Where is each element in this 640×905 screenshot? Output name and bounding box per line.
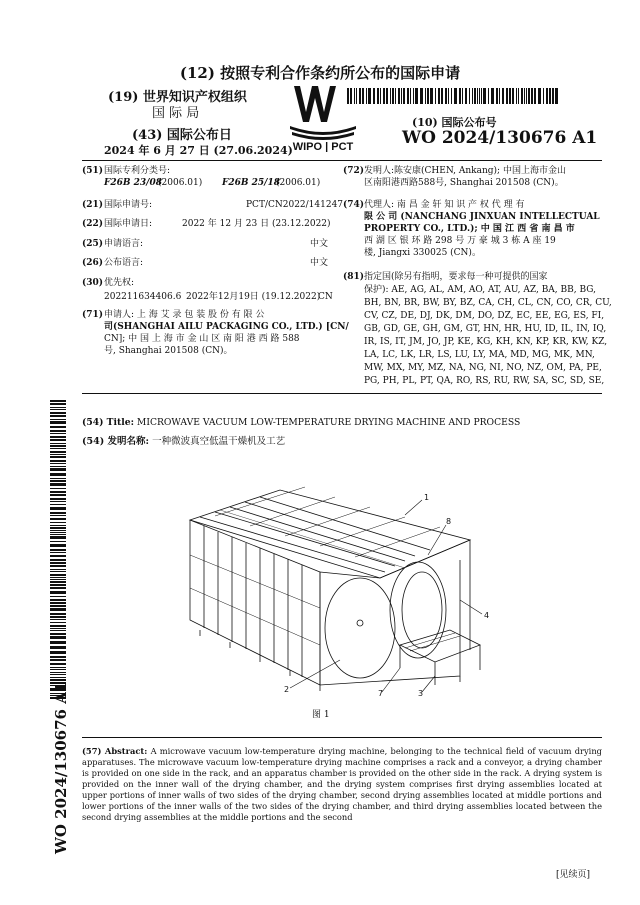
barcode-bar bbox=[481, 88, 482, 104]
barcode-bar bbox=[407, 88, 409, 104]
barcode-bar bbox=[50, 641, 66, 644]
barcode-bar bbox=[435, 88, 436, 104]
title-chinese: (54) 发明名称: 一种微波真空低温干燥机及工艺 bbox=[82, 436, 286, 447]
barcode-bar bbox=[50, 602, 66, 604]
abstract: (57) Abstract: A microwave vacuum low-temperature drying machine, belonging to the technical field of vacuum drying apparatuses. The microwave vacuum low-temperature drying machine comprises a rack and a conveyor, a drying chamber is provided on one side in the rack, and an apparatus chamber is provided on the other side in the rack. A drying system is provided on the inner wall of the drying chamber, and the drying system comprises first drying assemblies located at upper portions of inner walls of two sides of the drying chamber, second drying assemblies located at middle portions and lower portions of the inner walls of the two sides of the drying chamber, and third drying assemblies located between the second drying assemblies at the middle portions and the second bbox=[82, 746, 602, 822]
barcode-bar bbox=[50, 674, 66, 675]
barcode-bar bbox=[50, 532, 66, 533]
barcode-bar bbox=[50, 646, 66, 649]
barcode-bar bbox=[395, 88, 396, 104]
barcode-bar bbox=[50, 541, 66, 542]
barcode-bar bbox=[50, 530, 66, 531]
barcode-bar bbox=[50, 544, 66, 547]
barcode-bar bbox=[502, 88, 504, 104]
barcode-bar bbox=[359, 88, 361, 104]
barcode-bar bbox=[518, 88, 519, 104]
barcode-bar bbox=[368, 88, 371, 104]
barcode-bar bbox=[50, 574, 66, 576]
barcode-bar bbox=[50, 536, 66, 539]
barcode-bar bbox=[531, 88, 533, 104]
barcode-bar bbox=[50, 439, 66, 441]
pubdate-label: (43) 国际公布日 bbox=[132, 128, 232, 143]
barcode-bar bbox=[392, 88, 394, 104]
pubnum-label: (10) 国际公布号 bbox=[412, 116, 497, 129]
barcode-bar bbox=[415, 88, 418, 104]
barcode-bar bbox=[546, 88, 548, 104]
barcode-bar bbox=[50, 400, 66, 402]
barcode-bar bbox=[50, 562, 66, 564]
figure-drying-machine bbox=[160, 480, 500, 714]
fig-label-8: 8 bbox=[446, 517, 452, 526]
barcode-bar bbox=[488, 88, 489, 104]
barcode-bar bbox=[50, 608, 66, 611]
barcode-bar bbox=[50, 579, 66, 580]
barcode-bar bbox=[459, 88, 461, 104]
barcode-bar bbox=[50, 630, 66, 631]
title-english: (54) Title: MICROWAVE VACUUM LOW-TEMPERATURE DRYING MACHINE AND PROCESS bbox=[82, 417, 521, 428]
barcode-bar bbox=[438, 88, 440, 104]
barcode-bar bbox=[454, 88, 457, 104]
barcode-bar bbox=[350, 88, 352, 104]
barcode-bar bbox=[50, 415, 66, 417]
fig-label-2: 2 bbox=[284, 685, 290, 694]
barcode-bar bbox=[543, 88, 544, 104]
org-bureau: 国 际 局 bbox=[152, 106, 200, 121]
barcode-bar bbox=[491, 88, 494, 104]
barcode-bar bbox=[50, 494, 66, 496]
barcode-bar bbox=[50, 596, 66, 597]
fig-label-1: 1 bbox=[424, 493, 430, 502]
barcode-bar bbox=[50, 527, 66, 529]
barcode-bar bbox=[50, 651, 66, 654]
barcode-bar bbox=[50, 613, 66, 615]
barcode-bar bbox=[474, 88, 476, 104]
barcode-bar bbox=[521, 88, 523, 104]
barcode-bar bbox=[50, 430, 66, 432]
barcode-bar bbox=[50, 498, 66, 500]
barcode-bar bbox=[362, 88, 364, 104]
barcode-bar bbox=[50, 672, 66, 673]
barcode-bar bbox=[354, 88, 355, 104]
barcode-bar bbox=[50, 456, 66, 458]
barcode-bar bbox=[50, 628, 66, 629]
barcode-bar bbox=[50, 468, 66, 471]
barcode-bar bbox=[401, 88, 402, 104]
barcode-bar bbox=[383, 88, 385, 104]
barcode-bar bbox=[50, 460, 66, 462]
barcode-bar bbox=[50, 409, 66, 410]
fig-label-4: 4 bbox=[484, 611, 490, 620]
barcode-top bbox=[347, 88, 559, 104]
barcode-bar bbox=[50, 591, 66, 594]
barcode-bar bbox=[390, 88, 391, 104]
barcode-bar bbox=[50, 571, 66, 572]
barcode-bar bbox=[50, 419, 66, 420]
barcode-bar bbox=[509, 88, 511, 104]
pubdate-value: 2024 年 6 月 27 日 (27.06.2024) bbox=[104, 144, 293, 157]
barcode-bar bbox=[50, 587, 66, 589]
barcode-bar bbox=[373, 88, 375, 104]
barcode-bar bbox=[50, 552, 66, 553]
barcode-bar bbox=[50, 504, 66, 505]
barcode-bar bbox=[50, 534, 66, 535]
barcode-bar bbox=[347, 88, 349, 104]
side-pubnum: WO 2024/130676 A1 bbox=[52, 681, 70, 854]
barcode-bar bbox=[50, 669, 66, 670]
fig-label-3: 3 bbox=[418, 689, 424, 698]
barcode-bar bbox=[465, 88, 467, 104]
barcode-bar bbox=[50, 407, 66, 408]
barcode-bar bbox=[462, 88, 463, 104]
fig-label-7: 7 bbox=[378, 689, 384, 698]
barcode-bar bbox=[425, 88, 426, 104]
barcode-bar bbox=[50, 421, 66, 424]
barcode-bar bbox=[50, 448, 66, 449]
barcode-bar bbox=[50, 478, 66, 479]
barcode-bar bbox=[50, 549, 66, 551]
barcode-bar bbox=[50, 577, 66, 578]
barcode-bar bbox=[50, 622, 66, 623]
barcode-bar bbox=[50, 656, 66, 658]
barcode-bar bbox=[50, 426, 66, 428]
barcode-bar bbox=[50, 581, 66, 583]
barcode-bar bbox=[555, 88, 558, 104]
barcode-bar bbox=[549, 88, 551, 104]
barcode-bar bbox=[50, 466, 66, 467]
barcode-bar bbox=[479, 88, 480, 104]
org-name: (19) 世界知识产权组织 bbox=[108, 90, 247, 105]
barcode-bar bbox=[50, 677, 66, 678]
barcode-bar bbox=[50, 636, 66, 639]
barcode-bar bbox=[552, 88, 554, 104]
barcode-bar bbox=[477, 88, 478, 104]
barcode-bar bbox=[380, 88, 381, 104]
barcode-bar bbox=[506, 88, 508, 104]
barcode-bar bbox=[413, 88, 414, 104]
barcode-bar bbox=[50, 522, 66, 523]
barcode-bar bbox=[50, 403, 66, 405]
barcode-bar bbox=[50, 616, 66, 618]
barcode-bar bbox=[50, 463, 66, 464]
biblio-rule bbox=[82, 393, 602, 394]
svg-text:WIPO | PCT: WIPO | PCT bbox=[292, 141, 354, 152]
header-rule bbox=[82, 160, 602, 161]
barcode-bar bbox=[50, 619, 66, 620]
barcode-bar bbox=[427, 88, 429, 104]
barcode-bar bbox=[377, 88, 379, 104]
barcode-bar bbox=[403, 88, 405, 104]
barcode-bar bbox=[472, 88, 473, 104]
barcode-bar bbox=[50, 445, 66, 447]
barcode-bar bbox=[538, 88, 541, 104]
pubnum-value: WO 2024/130676 A1 bbox=[402, 128, 598, 148]
barcode-bar bbox=[386, 88, 388, 104]
abstract-rule bbox=[82, 737, 602, 738]
barcode-bar bbox=[524, 88, 525, 104]
barcode-bar bbox=[496, 88, 498, 104]
continued-note: [见续页] bbox=[556, 870, 591, 880]
barcode-bar bbox=[499, 88, 500, 104]
barcode-bar bbox=[50, 433, 66, 434]
barcode-bar bbox=[50, 584, 66, 586]
barcode-bar bbox=[410, 88, 411, 104]
barcode-bar bbox=[50, 599, 66, 601]
barcode-bar bbox=[50, 473, 66, 476]
barcode-bar bbox=[50, 663, 66, 665]
barcode-bar bbox=[448, 88, 449, 104]
barcode-bar bbox=[50, 565, 66, 567]
barcode-bar bbox=[483, 88, 486, 104]
figure-caption: 图 1 bbox=[312, 710, 330, 720]
barcode-bar bbox=[50, 451, 66, 453]
barcode-side bbox=[50, 400, 66, 700]
barcode-bar bbox=[50, 518, 66, 520]
barcode-bar bbox=[50, 483, 66, 486]
barcode-bar bbox=[50, 491, 66, 493]
barcode-bar bbox=[445, 88, 447, 104]
barcode-bar bbox=[516, 88, 517, 104]
barcode-bar bbox=[366, 88, 367, 104]
barcode-bar bbox=[50, 569, 66, 570]
barcode-bar bbox=[50, 633, 66, 635]
barcode-bar bbox=[430, 88, 433, 104]
barcode-bar bbox=[50, 605, 66, 607]
barcode-bar bbox=[420, 88, 423, 104]
barcode-bar bbox=[50, 454, 66, 455]
barcode-bar bbox=[50, 436, 66, 438]
barcode-bar bbox=[50, 659, 66, 661]
barcode-bar bbox=[50, 525, 66, 526]
barcode-bar bbox=[356, 88, 357, 104]
barcode-bar bbox=[469, 88, 470, 104]
barcode-bar bbox=[512, 88, 514, 104]
barcode-bar bbox=[50, 488, 66, 489]
barcode-bar bbox=[398, 88, 400, 104]
barcode-bar bbox=[50, 555, 66, 557]
barcode-bar bbox=[50, 559, 66, 561]
barcode-bar bbox=[528, 88, 530, 104]
barcode-bar bbox=[50, 512, 66, 514]
barcode-bar bbox=[50, 625, 66, 627]
barcode-bar bbox=[50, 507, 66, 510]
barcode-bar bbox=[50, 412, 66, 414]
barcode-bar bbox=[50, 667, 66, 668]
barcode-bar bbox=[441, 88, 443, 104]
barcode-bar bbox=[50, 443, 66, 444]
barcode-bar bbox=[534, 88, 536, 104]
barcode-bar bbox=[50, 515, 66, 516]
barcode-bar bbox=[451, 88, 452, 104]
barcode-bar bbox=[526, 88, 527, 104]
barcode-bar bbox=[50, 501, 66, 502]
document-title: (12) 按照专利合作条约所公布的国际申请 bbox=[179, 64, 461, 82]
barcode-bar bbox=[50, 480, 66, 482]
barcode-bar bbox=[50, 679, 66, 681]
